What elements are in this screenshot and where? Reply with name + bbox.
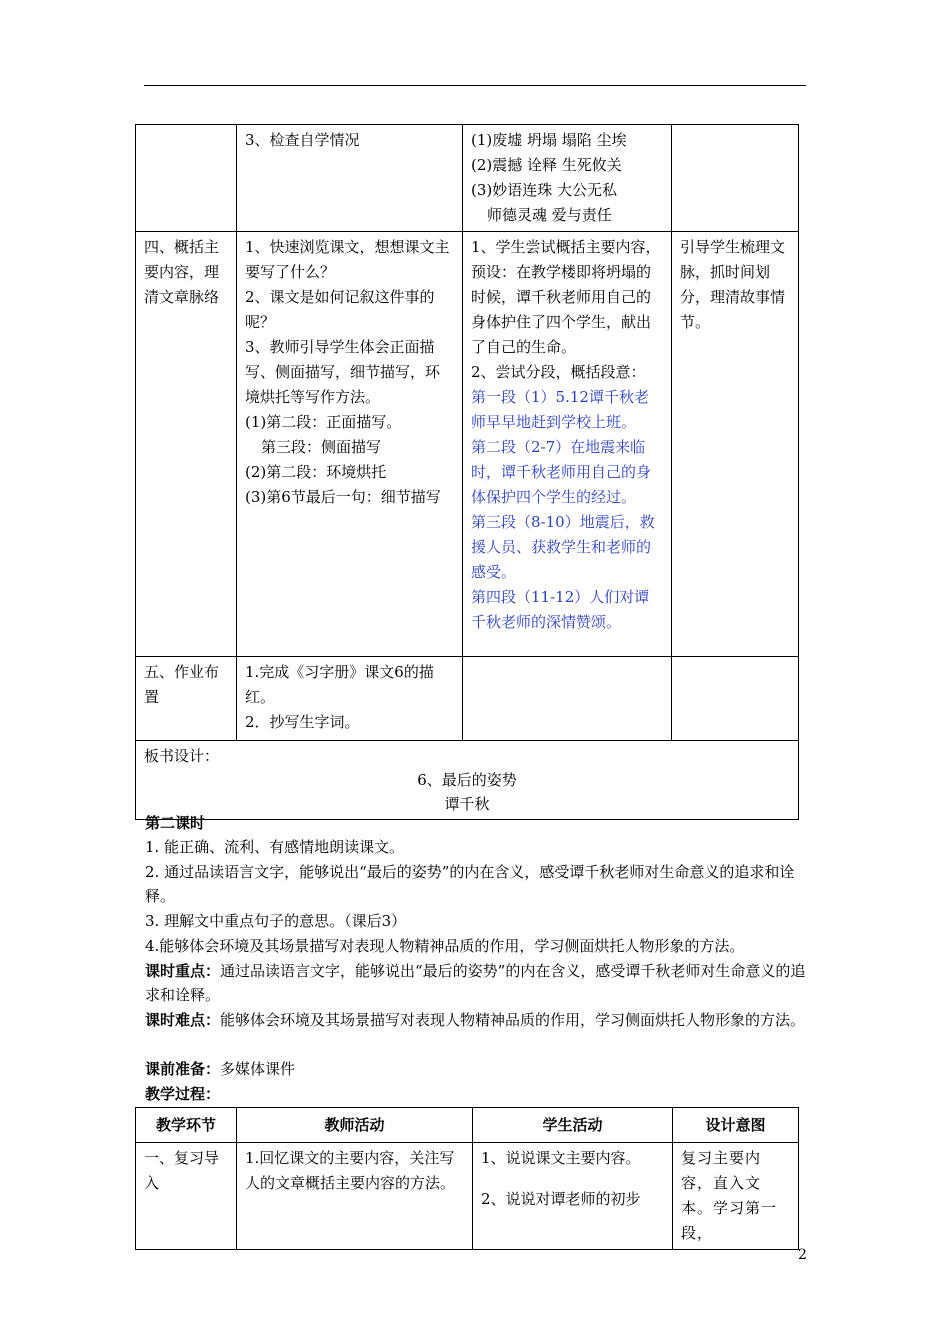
- cell-stage: 四、概括主要内容，理清文章脉络: [136, 232, 237, 657]
- student-step: 1、学生尝试概括主要内容，预设：在教学楼即将坍塌的时候，谭千秋老师用自己的身体护住了四个学生，献出了自己的生命。: [471, 238, 661, 356]
- teacher-step: 1、快速浏览课文，想想课文主要写了什么？: [245, 238, 450, 281]
- teacher-step: (3)第6节最后一句：细节描写: [245, 488, 441, 506]
- vocab-line: (3)妙语连珠 大公无私: [471, 181, 618, 199]
- table-row: [136, 657, 799, 741]
- cell-teacher: [237, 232, 463, 657]
- board-name: 谭千秋: [444, 795, 490, 813]
- paragraph-summary: 第一段（1）5.12谭千秋老师早早地赶到学校上班。: [471, 388, 649, 431]
- goal-item: 1. 能正确、流利、有感情地朗读课文。: [145, 838, 405, 856]
- cell-intent: [672, 657, 799, 741]
- paragraph-summary: 第三段（8-10）地震后，救援人员、获救学生和老师的感受。: [471, 513, 655, 581]
- cell-stage: 五、作业布置: [136, 657, 237, 741]
- table-row: [136, 1143, 799, 1250]
- difficulty-label: 课时难点：: [145, 1011, 221, 1029]
- cell-intent: [672, 125, 799, 232]
- cell-intent: 引导学生梳理文脉，抓时间划分，理清故事情节。: [672, 232, 799, 657]
- homework-item: 1.完成《习字册》课文6的描红。: [245, 663, 434, 706]
- key-text: 通过品读语言文字，能够说出“最后的姿势”的内在含义，感受谭千秋老师对生命意义的追求和诠释。: [145, 962, 806, 1004]
- teacher-step: 2、课文是如何记叙这件事的呢？: [245, 288, 435, 331]
- homework-item: 2．抄写生字词。: [245, 713, 360, 731]
- cell-stage: 一、复习导入: [136, 1143, 237, 1250]
- column-header: 学生活动: [473, 1108, 673, 1143]
- board-label: 板书设计：: [144, 747, 220, 765]
- teacher-step: 第三段：侧面描写: [261, 438, 382, 456]
- difficulty: [145, 1008, 809, 1032]
- teacher-step: (2)第二段：环境烘托: [245, 463, 387, 481]
- paragraph-summary: 第二段（2-7）在地震来临时，谭千秋老师用自己的身体保护四个学生的经过。: [471, 438, 652, 506]
- teacher-step: (1)第二段：正面描写。: [245, 413, 402, 431]
- column-header: 教师活动: [237, 1108, 473, 1143]
- board-title: 6、最后的姿势: [417, 771, 517, 789]
- key-point: [145, 959, 809, 1007]
- vocab-line: (2)震撼 诠释 生死攸关: [471, 156, 622, 174]
- table-header-row: [136, 1108, 799, 1143]
- preparation-label: 课前准备：: [145, 1060, 221, 1078]
- column-header: 教学环节: [136, 1108, 237, 1143]
- board-design: [136, 741, 799, 820]
- cell-student: [473, 1143, 673, 1250]
- lesson-table-2: [135, 1107, 799, 1250]
- goal-item: 3. 理解文中重点句子的意思。（课后3）: [145, 912, 407, 930]
- preparation-text: 多媒体课件: [220, 1060, 296, 1078]
- table-row: [136, 741, 799, 820]
- cell-stage: [136, 125, 237, 232]
- process-label: 教学过程：: [145, 1085, 221, 1103]
- goal-item: 4.能够体会环境及其场景描写对表现人物精神品质的作用，学习侧面烘托人物形象的方法。: [145, 937, 745, 955]
- student-step: 2、说说对谭老师的初步: [481, 1190, 641, 1208]
- student-step: 2、尝试分段，概括段意：: [471, 363, 646, 381]
- vocab-line: (1)废墟 坍塌 塌陷 尘埃: [471, 131, 627, 149]
- column-header: 设计意图: [673, 1108, 799, 1143]
- vocab-line: 师德灵魂 爱与责任: [487, 206, 612, 224]
- section-heading: 第二课时: [145, 814, 206, 832]
- cell-intent: 复习主要内容，直入文本。学习第一段，: [673, 1143, 799, 1250]
- cell-teacher: 1.回忆课文的主要内容，关注写人的文章概括主要内容的方法。: [237, 1143, 473, 1250]
- lesson-table-1: [135, 124, 799, 820]
- page-number: 2: [798, 1247, 807, 1263]
- paragraph-summary: 第四段（11-12）人们对谭千秋老师的深情赞颂。: [471, 588, 650, 631]
- table-row: [136, 125, 799, 232]
- cell-student: [463, 657, 672, 741]
- cell-student: [463, 232, 672, 657]
- cell-student: [463, 125, 672, 232]
- goal-item: 2. 通过品读语言文字，能够说出“最后的姿势”的内在含义，感受谭千秋老师对生命意义的追求和诠释。: [145, 863, 795, 905]
- table-row: [136, 232, 799, 657]
- cell-teacher: [237, 657, 463, 741]
- student-step: 1、说说课文主要内容。: [481, 1149, 641, 1167]
- difficulty-text: 能够体会环境及其场景描写对表现人物精神品质的作用，学习侧面烘托人物形象的方法。: [220, 1011, 806, 1029]
- preparation: [145, 1057, 295, 1081]
- header-rule: [144, 85, 806, 86]
- teacher-step: 3、教师引导学生体会正面描写、侧面描写，细节描写，环境烘托等写作方法。: [245, 338, 441, 406]
- cell-teacher: 3、检查自学情况: [237, 125, 463, 232]
- key-label: 课时重点：: [145, 962, 221, 980]
